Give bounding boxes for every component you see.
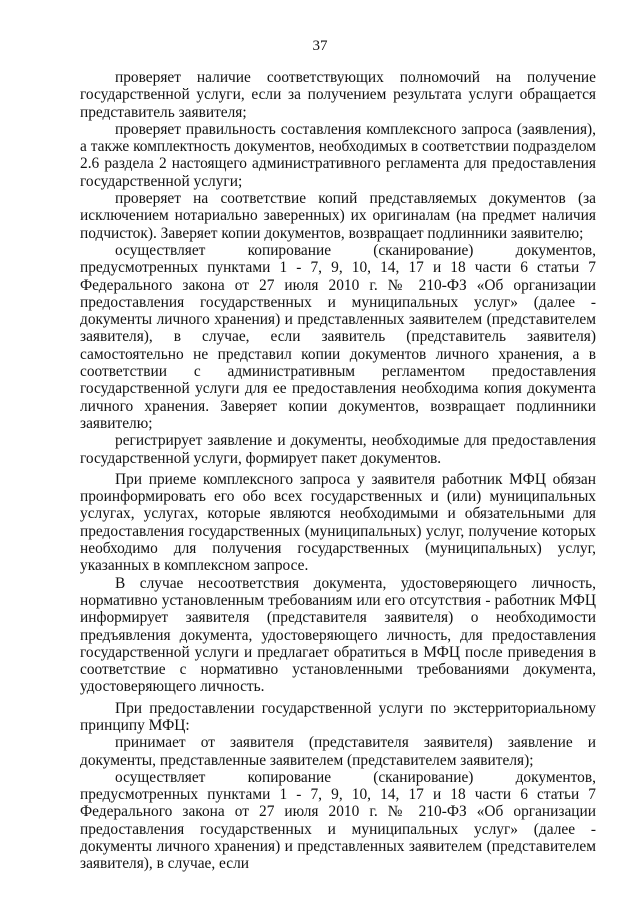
- paragraph-copy-documents: осуществляет копирование (сканирование) документов, предусмотренных пунктами 1 - 7, 9, 10, 14, 17 и 18 части 6 статьи 7 Федерального закона от 27 июля 2010 г. № 210-ФЗ «Об организации предоставления государственных и муниципальных услуг» (далее - документы личного хранения) и представленных заявителем (представителем заявителя), в случае, если заявитель (представитель заявителя) самостоятельно не представил копии документов личного хранения, а в соответствии с административным регламентом предоставления государственной услуги для ее предоставления необходима копия документа личного хранения. Заверяет копии документов, возвращает подлинники заявителю;: [80, 241, 596, 432]
- paragraph-identity-document: В случае несоответствия документа, удостоверяющего личность, нормативно установленным требованиям или его отсутствия - работник МФЦ информирует заявителя (представителя заявителя) о необходимости предъявления документа, удостоверяющего личность, для предоставления государственной услуги и предлагает обратиться в МФЦ после приведения в соответствие с нормативно установленными требованиями документа, удостоверяющего личность.: [80, 574, 596, 696]
- paragraph-check-copies: проверяет на соответствие копий представляемых документов (за исключением нотариально заверенных) их оригиналам (на предмет наличия подчисток). Заверяет копии документов, возвращает подлинники заявителю;: [80, 190, 596, 242]
- page-number: 37: [312, 38, 328, 54]
- paragraph-register-application: регистрирует заявление и документы, необходимые для предоставления государственной услуги, формирует пакет документов.: [80, 432, 596, 467]
- paragraph-accept-application: принимает от заявителя (представителя заявителя) заявление и документы, представленные заявителем (представителем заявителя);: [80, 734, 596, 769]
- paragraph-complex-request: При приеме комплексного запроса у заявителя работник МФЦ обязан проинформировать его обо всех государственных и (или) муниципальных услугах, услугах, которые являются необходимыми и обязательными для предоставления государственных (муниципальных) услуг, получение которых необходимо для получения государственных (муниципальных) услуг, указанных в комплексном запросе.: [80, 470, 596, 575]
- paragraph-copy-documents-extraterritorial: осуществляет копирование (сканирование) документов, предусмотренных пунктами 1 - 7, 9, 10, 14, 17 и 18 части 6 статьи 7 Федерального закона от 27 июля 2010 г. № 210-ФЗ «Об организации предоставления государственных и муниципальных услуг» (далее - документы личного хранения) и представленных заявителем (представителем заявителя), в случае, если: [80, 768, 596, 873]
- paragraph-extraterritorial: При предоставлении государственной услуги по экстерриториальному принципу МФЦ:: [80, 699, 596, 734]
- document-body: [80, 69, 596, 873]
- paragraph-check-authority: проверяет наличие соответствующих полномочий на получение государственной услуги, если за получением результата услуги обращается представитель заявителя;: [80, 69, 596, 121]
- paragraph-check-completeness: проверяет правильность составления комплексного запроса (заявления), а также комплектность документов, необходимых в соответствии подразделом 2.6 раздела 2 настоящего административного регламента для предоставления государственной услуги;: [80, 120, 596, 190]
